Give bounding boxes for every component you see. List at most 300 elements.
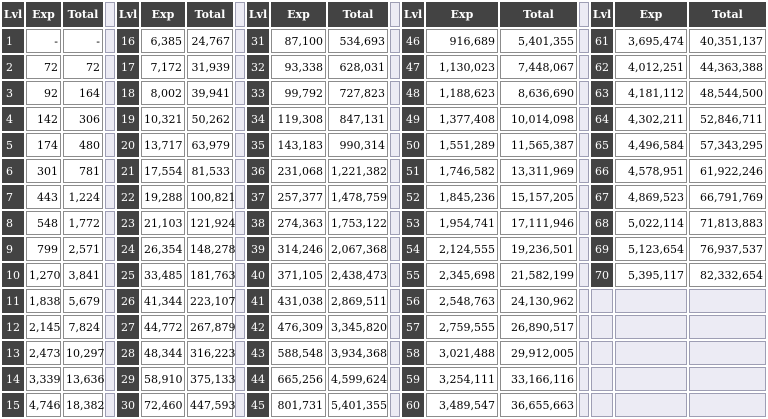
total-cell: 15,157,205 — [500, 185, 577, 209]
column-spacer — [390, 185, 400, 209]
total-cell: 2,869,511 — [328, 289, 388, 313]
column-spacer — [390, 341, 400, 365]
level-cell: 60 — [402, 393, 424, 417]
empty-cell — [689, 341, 766, 365]
column-spacer — [579, 55, 589, 79]
column-spacer — [390, 55, 400, 79]
total-cell: 44,363,388 — [689, 55, 766, 79]
total-cell: 21,582,199 — [500, 263, 577, 287]
level-cell: 53 — [402, 211, 424, 235]
exp-cell: 2,124,555 — [426, 237, 498, 261]
column-spacer — [235, 29, 245, 53]
total-cell: - — [63, 29, 103, 53]
column-header-lvl: Lvl — [402, 2, 424, 27]
exp-cell: 1,845,236 — [426, 185, 498, 209]
total-cell: 10,297 — [63, 341, 103, 365]
exp-cell: 314,246 — [271, 237, 326, 261]
exp-cell: 87,100 — [271, 29, 326, 53]
level-cell: 12 — [2, 315, 24, 339]
column-header-exp: Exp — [26, 2, 61, 27]
exp-cell: - — [26, 29, 61, 53]
exp-cell: 92 — [26, 81, 61, 105]
level-cell: 65 — [591, 133, 613, 157]
empty-cell — [591, 393, 613, 417]
exp-cell: 2,145 — [26, 315, 61, 339]
column-spacer — [105, 341, 115, 365]
level-cell: 57 — [402, 315, 424, 339]
level-cell: 38 — [247, 211, 269, 235]
level-cell: 19 — [117, 107, 139, 131]
column-header-lvl: Lvl — [2, 2, 24, 27]
column-header-exp: Exp — [141, 2, 185, 27]
total-cell: 100,821 — [187, 185, 233, 209]
level-cell: 22 — [117, 185, 139, 209]
total-cell: 628,031 — [328, 55, 388, 79]
column-spacer — [105, 237, 115, 261]
column-spacer — [235, 341, 245, 365]
column-spacer — [579, 341, 589, 365]
level-cell: 32 — [247, 55, 269, 79]
column-spacer — [105, 185, 115, 209]
exp-cell: 119,308 — [271, 107, 326, 131]
level-cell: 11 — [2, 289, 24, 313]
column-spacer — [105, 289, 115, 313]
total-cell: 3,345,820 — [328, 315, 388, 339]
total-cell: 81,533 — [187, 159, 233, 183]
level-cell: 1 — [2, 29, 24, 53]
exp-cell: 6,385 — [141, 29, 185, 53]
total-cell: 727,823 — [328, 81, 388, 105]
total-cell: 2,067,368 — [328, 237, 388, 261]
empty-cell — [615, 315, 687, 339]
total-cell: 316,223 — [187, 341, 233, 365]
total-cell: 33,166,116 — [500, 367, 577, 391]
exp-cell: 665,256 — [271, 367, 326, 391]
total-cell: 1,478,759 — [328, 185, 388, 209]
exp-cell: 58,910 — [141, 367, 185, 391]
level-cell: 54 — [402, 237, 424, 261]
column-spacer — [235, 211, 245, 235]
exp-cell: 4,496,584 — [615, 133, 687, 157]
exp-cell: 1,551,289 — [426, 133, 498, 157]
empty-cell — [689, 315, 766, 339]
exp-cell: 799 — [26, 237, 61, 261]
exp-cell: 1,188,623 — [426, 81, 498, 105]
total-cell: 72 — [63, 55, 103, 79]
total-cell: 24,130,962 — [500, 289, 577, 313]
column-spacer — [579, 159, 589, 183]
table-row — [2, 393, 766, 417]
total-cell: 11,565,387 — [500, 133, 577, 157]
level-cell: 55 — [402, 263, 424, 287]
column-header-total: Total — [328, 2, 388, 27]
total-cell: 10,014,098 — [500, 107, 577, 131]
exp-cell: 1,270 — [26, 263, 61, 287]
level-cell: 44 — [247, 367, 269, 391]
exp-cell: 431,038 — [271, 289, 326, 313]
level-cell: 59 — [402, 367, 424, 391]
column-spacer — [235, 81, 245, 105]
table-row — [2, 237, 766, 261]
table-row — [2, 367, 766, 391]
level-cell: 3 — [2, 81, 24, 105]
column-header-total: Total — [187, 2, 233, 27]
total-cell: 5,679 — [63, 289, 103, 313]
level-cell: 50 — [402, 133, 424, 157]
level-cell: 56 — [402, 289, 424, 313]
total-cell: 36,655,663 — [500, 393, 577, 417]
exp-cell: 4,302,211 — [615, 107, 687, 131]
level-cell: 33 — [247, 81, 269, 105]
column-spacer — [390, 237, 400, 261]
total-cell: 61,922,246 — [689, 159, 766, 183]
level-cell: 30 — [117, 393, 139, 417]
column-spacer — [579, 237, 589, 261]
column-spacer — [390, 29, 400, 53]
exp-cell: 2,473 — [26, 341, 61, 365]
column-spacer — [105, 393, 115, 417]
column-spacer — [235, 159, 245, 183]
column-spacer — [235, 2, 245, 27]
level-cell: 39 — [247, 237, 269, 261]
level-cell: 47 — [402, 55, 424, 79]
level-cell: 6 — [2, 159, 24, 183]
total-cell: 57,343,295 — [689, 133, 766, 157]
empty-cell — [615, 341, 687, 365]
table-row — [2, 315, 766, 339]
level-cell: 51 — [402, 159, 424, 183]
total-cell: 2,438,473 — [328, 263, 388, 287]
column-spacer — [579, 133, 589, 157]
level-cell: 26 — [117, 289, 139, 313]
exp-cell: 916,689 — [426, 29, 498, 53]
exp-cell: 4,181,112 — [615, 81, 687, 105]
level-cell: 18 — [117, 81, 139, 105]
column-spacer — [235, 237, 245, 261]
level-cell: 64 — [591, 107, 613, 131]
exp-cell: 48,344 — [141, 341, 185, 365]
exp-cell: 801,731 — [271, 393, 326, 417]
column-header-total: Total — [500, 2, 577, 27]
level-cell: 14 — [2, 367, 24, 391]
column-spacer — [579, 367, 589, 391]
column-spacer — [579, 315, 589, 339]
table-row — [2, 263, 766, 287]
column-spacer — [390, 2, 400, 27]
exp-cell: 4,746 — [26, 393, 61, 417]
total-cell: 29,912,005 — [500, 341, 577, 365]
column-spacer — [579, 2, 589, 27]
exp-cell: 4,578,951 — [615, 159, 687, 183]
total-cell: 24,767 — [187, 29, 233, 53]
column-spacer — [235, 185, 245, 209]
column-header-total: Total — [689, 2, 766, 27]
level-cell: 4 — [2, 107, 24, 131]
total-cell: 66,791,769 — [689, 185, 766, 209]
exp-cell: 3,254,111 — [426, 367, 498, 391]
table-row — [2, 159, 766, 183]
column-spacer — [390, 263, 400, 287]
column-spacer — [105, 81, 115, 105]
level-cell: 9 — [2, 237, 24, 261]
level-cell: 29 — [117, 367, 139, 391]
level-cell: 25 — [117, 263, 139, 287]
empty-cell — [591, 367, 613, 391]
column-header-lvl: Lvl — [591, 2, 613, 27]
total-cell: 5,401,355 — [500, 29, 577, 53]
column-spacer — [390, 289, 400, 313]
exp-cell: 5,022,114 — [615, 211, 687, 235]
total-cell: 39,941 — [187, 81, 233, 105]
total-cell: 1,753,122 — [328, 211, 388, 235]
table-row — [2, 289, 766, 313]
total-cell: 13,636 — [63, 367, 103, 391]
column-header-total: Total — [63, 2, 103, 27]
column-spacer — [390, 315, 400, 339]
column-spacer — [579, 289, 589, 313]
exp-cell: 72,460 — [141, 393, 185, 417]
column-spacer — [105, 367, 115, 391]
column-spacer — [235, 55, 245, 79]
table-row — [2, 185, 766, 209]
total-cell: 52,846,711 — [689, 107, 766, 131]
total-cell: 63,979 — [187, 133, 233, 157]
level-cell: 31 — [247, 29, 269, 53]
column-spacer — [579, 393, 589, 417]
total-cell: 82,332,654 — [689, 263, 766, 287]
level-cell: 8 — [2, 211, 24, 235]
column-spacer — [105, 159, 115, 183]
level-cell: 20 — [117, 133, 139, 157]
total-cell: 847,131 — [328, 107, 388, 131]
column-spacer — [390, 107, 400, 131]
level-cell: 41 — [247, 289, 269, 313]
exp-cell: 1,130,023 — [426, 55, 498, 79]
total-cell: 7,824 — [63, 315, 103, 339]
exp-cell: 588,548 — [271, 341, 326, 365]
level-cell: 37 — [247, 185, 269, 209]
table-row — [2, 29, 766, 53]
total-cell: 3,841 — [63, 263, 103, 287]
total-cell: 267,879 — [187, 315, 233, 339]
level-cell: 21 — [117, 159, 139, 183]
total-cell: 1,224 — [63, 185, 103, 209]
column-spacer — [105, 2, 115, 27]
total-cell: 76,937,537 — [689, 237, 766, 261]
exp-cell: 19,288 — [141, 185, 185, 209]
level-cell: 36 — [247, 159, 269, 183]
empty-cell — [689, 367, 766, 391]
total-cell: 19,236,501 — [500, 237, 577, 261]
column-spacer — [390, 133, 400, 157]
exp-cell: 1,954,741 — [426, 211, 498, 235]
level-cell: 52 — [402, 185, 424, 209]
total-cell: 306 — [63, 107, 103, 131]
exp-cell: 93,338 — [271, 55, 326, 79]
total-cell: 40,351,137 — [689, 29, 766, 53]
level-cell: 48 — [402, 81, 424, 105]
exp-cell: 143,183 — [271, 133, 326, 157]
total-cell: 8,636,690 — [500, 81, 577, 105]
level-cell: 70 — [591, 263, 613, 287]
column-spacer — [579, 211, 589, 235]
exp-cell: 41,344 — [141, 289, 185, 313]
table-row — [2, 341, 766, 365]
exp-cell: 1,746,582 — [426, 159, 498, 183]
total-cell: 48,544,500 — [689, 81, 766, 105]
exp-cell: 3,489,547 — [426, 393, 498, 417]
level-cell: 23 — [117, 211, 139, 235]
total-cell: 31,939 — [187, 55, 233, 79]
column-spacer — [105, 29, 115, 53]
column-spacer — [579, 185, 589, 209]
empty-cell — [615, 367, 687, 391]
exp-cell: 3,339 — [26, 367, 61, 391]
exp-cell: 4,869,523 — [615, 185, 687, 209]
column-header-exp: Exp — [271, 2, 326, 27]
exp-cell: 1,377,408 — [426, 107, 498, 131]
level-cell: 45 — [247, 393, 269, 417]
exp-cell: 17,554 — [141, 159, 185, 183]
empty-cell — [689, 289, 766, 313]
total-cell: 50,262 — [187, 107, 233, 131]
level-cell: 58 — [402, 341, 424, 365]
level-cell: 2 — [2, 55, 24, 79]
exp-cell: 2,759,555 — [426, 315, 498, 339]
column-spacer — [105, 133, 115, 157]
column-spacer — [390, 367, 400, 391]
level-cell: 43 — [247, 341, 269, 365]
column-spacer — [235, 133, 245, 157]
total-cell: 164 — [63, 81, 103, 105]
exp-cell: 371,105 — [271, 263, 326, 287]
exp-cell: 301 — [26, 159, 61, 183]
total-cell: 480 — [63, 133, 103, 157]
level-cell: 63 — [591, 81, 613, 105]
level-cell: 15 — [2, 393, 24, 417]
total-cell: 4,599,624 — [328, 367, 388, 391]
total-cell: 121,924 — [187, 211, 233, 235]
empty-cell — [689, 393, 766, 417]
total-cell: 18,382 — [63, 393, 103, 417]
total-cell: 1,221,382 — [328, 159, 388, 183]
exp-cell: 257,377 — [271, 185, 326, 209]
exp-cell: 443 — [26, 185, 61, 209]
exp-cell: 231,068 — [271, 159, 326, 183]
level-cell: 68 — [591, 211, 613, 235]
exp-cell: 5,123,654 — [615, 237, 687, 261]
level-cell: 46 — [402, 29, 424, 53]
total-cell: 5,401,355 — [328, 393, 388, 417]
table-row — [2, 107, 766, 131]
total-cell: 181,763 — [187, 263, 233, 287]
total-cell: 375,133 — [187, 367, 233, 391]
column-spacer — [235, 289, 245, 313]
total-cell: 2,571 — [63, 237, 103, 261]
exp-cell: 274,363 — [271, 211, 326, 235]
table-row — [2, 55, 766, 79]
table-row — [2, 133, 766, 157]
exp-cell: 2,548,763 — [426, 289, 498, 313]
column-header-lvl: Lvl — [117, 2, 139, 27]
column-spacer — [579, 29, 589, 53]
level-cell: 66 — [591, 159, 613, 183]
empty-cell — [591, 341, 613, 365]
column-spacer — [105, 315, 115, 339]
total-cell: 3,934,368 — [328, 341, 388, 365]
level-cell: 67 — [591, 185, 613, 209]
column-header-exp: Exp — [426, 2, 498, 27]
exp-cell: 5,395,117 — [615, 263, 687, 287]
total-cell: 990,314 — [328, 133, 388, 157]
level-cell: 42 — [247, 315, 269, 339]
column-spacer — [105, 55, 115, 79]
empty-cell — [615, 289, 687, 313]
column-spacer — [235, 393, 245, 417]
level-cell: 62 — [591, 55, 613, 79]
column-header-exp: Exp — [615, 2, 687, 27]
exp-cell: 10,321 — [141, 107, 185, 131]
empty-cell — [591, 289, 613, 313]
exp-cell: 33,485 — [141, 263, 185, 287]
level-cell: 5 — [2, 133, 24, 157]
exp-cell: 13,717 — [141, 133, 185, 157]
total-cell: 447,593 — [187, 393, 233, 417]
total-cell: 148,278 — [187, 237, 233, 261]
empty-cell — [615, 393, 687, 417]
exp-cell: 8,002 — [141, 81, 185, 105]
column-spacer — [579, 107, 589, 131]
exp-cell: 142 — [26, 107, 61, 131]
total-cell: 7,448,067 — [500, 55, 577, 79]
column-spacer — [390, 81, 400, 105]
exp-cell: 174 — [26, 133, 61, 157]
level-cell: 16 — [117, 29, 139, 53]
exp-cell: 2,345,698 — [426, 263, 498, 287]
table-row — [2, 211, 766, 235]
level-cell: 61 — [591, 29, 613, 53]
column-spacer — [390, 211, 400, 235]
total-cell: 781 — [63, 159, 103, 183]
total-cell: 26,890,517 — [500, 315, 577, 339]
header-row — [2, 2, 766, 27]
total-cell: 71,813,883 — [689, 211, 766, 235]
column-spacer — [105, 211, 115, 235]
total-cell: 534,693 — [328, 29, 388, 53]
exp-cell: 548 — [26, 211, 61, 235]
exp-cell: 26,354 — [141, 237, 185, 261]
level-cell: 69 — [591, 237, 613, 261]
level-cell: 34 — [247, 107, 269, 131]
total-cell: 223,107 — [187, 289, 233, 313]
exp-cell: 3,021,488 — [426, 341, 498, 365]
column-spacer — [105, 263, 115, 287]
column-spacer — [390, 159, 400, 183]
table-row — [2, 81, 766, 105]
level-cell: 40 — [247, 263, 269, 287]
exp-cell: 44,772 — [141, 315, 185, 339]
column-spacer — [579, 263, 589, 287]
level-cell: 7 — [2, 185, 24, 209]
exp-cell: 7,172 — [141, 55, 185, 79]
total-cell: 13,311,969 — [500, 159, 577, 183]
exp-cell: 476,309 — [271, 315, 326, 339]
exp-cell: 72 — [26, 55, 61, 79]
exp-cell: 4,012,251 — [615, 55, 687, 79]
level-cell: 28 — [117, 341, 139, 365]
level-cell: 10 — [2, 263, 24, 287]
column-spacer — [235, 263, 245, 287]
